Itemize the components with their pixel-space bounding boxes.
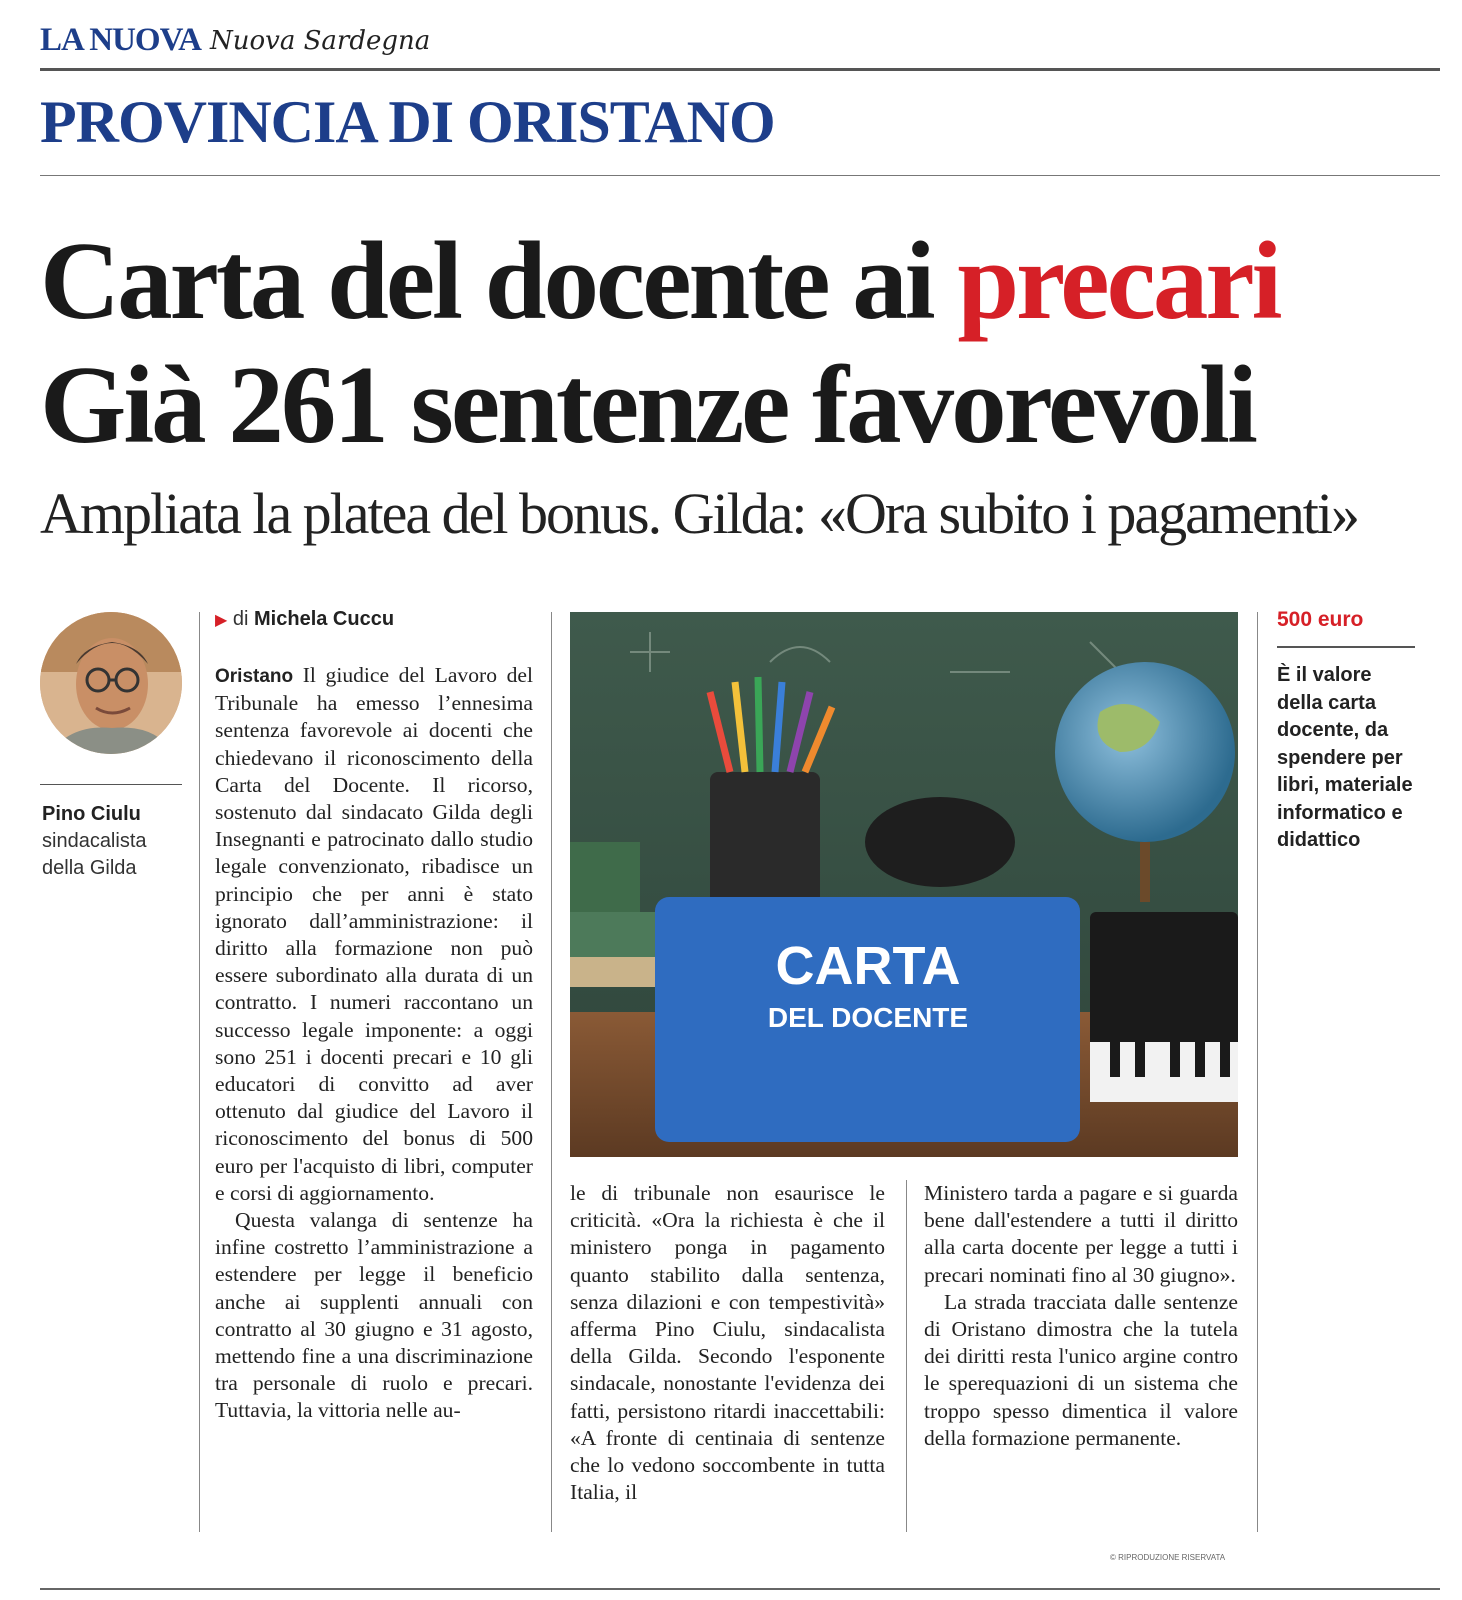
column-divider-1	[199, 612, 200, 1532]
byline	[215, 608, 394, 631]
byline-marker-icon: ▶	[215, 612, 228, 629]
article-column-1	[215, 662, 533, 1425]
photo-caption-role-2: della Gilda	[42, 857, 137, 879]
factbox-text: È il valore della carta docente, da spendere per libri, materiale informatico e didattico	[1277, 664, 1413, 851]
column-divider-3	[906, 1180, 907, 1532]
headline-line-1	[40, 222, 1279, 342]
copyright-notice: © RIPRODUZIONE RISERVATA	[1110, 1553, 1226, 1562]
article-paragraph-3a: Ministero tarda a pagare e si guarda bene dall'estendere a tutti il diritto alla carta docente per legge a tutti i precari nominati fino al 30 giugno».	[924, 1181, 1238, 1287]
sidebar-rule	[40, 784, 182, 785]
article-paragraph-1-text: Il giudice del Lavoro del Tribunale ha emesso l’ennesima sentenza favorevole ai docenti che chiedevano il riconoscimento della Carta del Docente. Il ricorso, sostenuto dal sindacato Gilda degli Insegnanti e patrocinato dallo studio legale convenzionato, ribadisce un principio che per anni è stato ignorato dall’amministrazione: il diritto alla formazione non può essere subordinato alla durata di un contratto. I numeri raccontano un successo legale imponente: a oggi sono 251 i docenti precari e 10 gli educatori di convitto ad aver ottenuto dal giudice del Lavoro il riconoscimento del bonus di 500 euro per l'acquisto di libri, computer e corsi di aggiornamento.	[215, 663, 533, 1205]
article-photo	[570, 612, 1238, 1157]
headline-main: Carta del docente ai	[40, 220, 958, 343]
section-title: PROVINCIA DI ORISTANO	[40, 89, 775, 155]
photo-carta-del-docente	[570, 612, 1238, 1157]
column-divider-2	[551, 612, 552, 1532]
portrait-image	[40, 612, 182, 754]
byline-prefix: di	[232, 608, 249, 630]
photo-caption-role-1: sindacalista	[42, 830, 147, 852]
article-dateline: Oristano	[215, 666, 294, 687]
bottom-rule	[40, 1588, 1440, 1590]
factbox-title: 500 euro	[1277, 608, 1364, 631]
section-rule	[40, 175, 1440, 176]
masthead-logo: LA NUOVA	[40, 22, 202, 58]
article-column-2-text: le di tribunale non esaurisce le criticità. «Ora la richiesta è che il ministero ponga in pagamento quanto stabilito dalla sentenza, senza dilazioni e con tempestività» afferma Pino Ciulu, sindacalista della Gilda. Secondo l'esponente sindacale, nonostante l'evidenza dei fatti, persistono ritardi inaccettabili: «A fronte di centinaia di sentenze che lo vedono soccombente in tutta Italia, il	[570, 1181, 885, 1505]
masthead-subtitle: Nuova Sardegna	[210, 26, 431, 56]
photo-card-line-2: DEL DOCENTE	[767, 1002, 969, 1033]
article-column-2	[570, 1180, 885, 1506]
photo-card-line-1: CARTA	[775, 936, 961, 996]
column-divider-4	[1257, 612, 1258, 1532]
article-column-3	[924, 1180, 1238, 1452]
portrait-photo	[40, 612, 182, 754]
top-rule	[40, 68, 1440, 71]
headline-line-2: Già 261 sentenze favorevoli	[40, 344, 1255, 467]
subheadline: Ampliata la platea del bonus. Gilda: «Ora subito i pagamenti»	[40, 481, 1358, 546]
article-paragraph-3b: La strada tracciata dalle sentenze di Oristano dimostra che la tutela dei diritti resta l'unico argine contro le sperequazioni di un sistema che troppo spesso dimentica il valore della formazione permanente.	[924, 1289, 1238, 1450]
factbox-rule	[1277, 646, 1415, 648]
headline-accent: precari	[957, 220, 1280, 343]
photo-caption-name: Pino Ciulu	[42, 803, 141, 825]
article-paragraph-2: Questa valanga di sentenze ha infine costretto l’amministrazione a estendere per legge il beneficio anche ai supplenti annuali con contratto al 30 giugno e 31 agosto, mettendo fine a una discriminazione tra personale di ruolo e precari. Tuttavia, la vittoria nelle au-	[215, 1208, 533, 1423]
article-paragraph-1	[215, 662, 533, 1207]
byline-author: Michela Cuccu	[254, 608, 395, 630]
